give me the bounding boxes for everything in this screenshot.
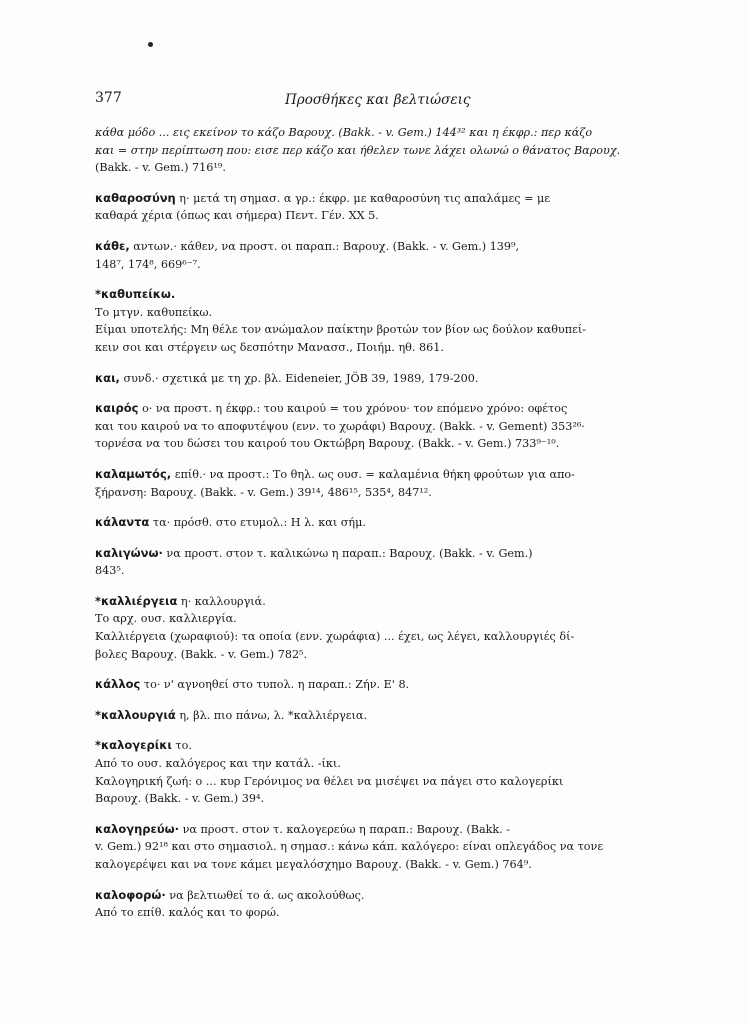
entry-line: v. Gem.) 92¹⁸ και στο σημασιολ. η σημασ.: κάνω κάπ. καλόγερο: είναι οπλεγάδος να τονε: [95, 840, 604, 854]
entry-kathe: [95, 238, 630, 273]
entry-line: βολες Βαρουχ. (Bakk. - v. Gem.) 782⁵.: [95, 647, 308, 661]
headword: καλογηρεύω·: [95, 821, 180, 836]
entry-katharosyni: [95, 190, 630, 225]
headword: κάθε,: [95, 238, 130, 253]
entry-line: η, βλ. πιο πάνω, λ. *καλλιέργεια.: [175, 708, 368, 722]
entry-line: Το αρχ. ουσ. καλλιεργία.: [95, 612, 237, 626]
entry-line: και του καιρού να το αποφυτέψου (ενν. το χωράφι) Βαρουχ. (Bakk. - v. Gement) 353²⁶·: [95, 419, 585, 433]
entry-line: Καλλιέργεια (χωραφιού): τα οποία (ενν. χωράφια) ... έχει, ως λέγει, καλλουργιές δί-: [95, 630, 575, 644]
headword: καλοφορώ·: [95, 887, 166, 902]
entry-line: Βαρουχ. (Bakk. - v. Gem.) 39⁴.: [95, 792, 265, 806]
headword: *καλλιέργεια: [95, 593, 178, 608]
entry-line: 843⁵.: [95, 564, 125, 578]
entry-kallos: [95, 676, 630, 694]
entry-line: συνδ.· σχετικά με τη χρ. βλ. Eideneier, JÖB 39, 1989, 179-200.: [119, 371, 479, 385]
entry-kai: [95, 370, 630, 388]
entry-kathypeiko: [95, 286, 630, 356]
entry-line: καθαρά χέρια (όπως και σήμερα) Πεντ. Γέν. XX 5.: [95, 209, 379, 223]
entry-line: ο· να προστ. η έκφρ.: του καιρού = του χρόνου· τον επόμενο χρόνο: οφέτος: [138, 402, 568, 416]
running-head: Προσθήκες και βελτιώσεις: [285, 92, 471, 108]
entry-line: η· καλλουργιά.: [177, 594, 266, 608]
headword: καλιγώνω·: [95, 545, 163, 560]
headword: καλαμωτός,: [95, 466, 172, 481]
entry-line: Από το επίθ. καλός και το φορώ.: [95, 906, 280, 920]
entry-line: να προστ. στον τ. καλογερεύω η παραπ.: Βαρουχ. (Bakk. -: [179, 822, 511, 836]
headword: *καθυπείκω.: [95, 287, 176, 302]
headword: κάλαντα: [95, 515, 150, 530]
entry-line: Καλογηρική ζωή: ο ... κυρ Γερόνιμος να θέλει να μισέψει να πάγει στο καλογερίκι: [95, 774, 564, 788]
entry-kalogeriki: [95, 737, 630, 807]
headword: καθαροσύνη: [95, 190, 176, 205]
entry-line: τορνέσα να του δώσει του καιρού του Οκτώβρη Βαρουχ. (Bakk. - v. Gem.) 733⁹⁻¹⁰.: [95, 437, 560, 451]
entry-line: (Bakk. - v. Gem.) 716¹⁹.: [95, 161, 226, 175]
headword: καιρός: [95, 401, 139, 416]
entry-kalliergeia: [95, 593, 630, 663]
entry-line: Το μτγν. καθυπείκω.: [95, 305, 213, 319]
entry-kairos: [95, 400, 630, 453]
entry-line: κάθα μόδο ... εις εκείνον το κάζο Βαρουχ. (Bakk. - v. Gem.) 144³² και η έκφρ.: περ κάζο: [95, 126, 593, 139]
entry-line: αντων.· κάθεν, να προστ. οι παραπ.: Βαρουχ. (Bakk. - v. Gem.) 139⁹,: [129, 239, 520, 253]
entry-kaligono: [95, 545, 630, 580]
entry-katha-modo: [95, 125, 630, 177]
headword: και,: [95, 370, 120, 385]
page-number: 377: [95, 90, 122, 106]
entry-line: να προστ. στον τ. καλικώνω η παραπ.: Βαρουχ. (Bakk. - v. Gem.): [162, 546, 533, 560]
entry-line: 148⁷, 174⁸, 669⁶⁻⁷.: [95, 257, 201, 271]
entry-kalogireuo: [95, 821, 630, 874]
entry-line: ξήρανση: Βαρουχ. (Bakk. - v. Gem.) 39¹⁴, 486¹⁵, 535⁴, 847¹².: [95, 485, 432, 499]
entry-line: κειν σοι και στέργειν ως δεσπότην Μανασσ., Ποιήμ. ηθ. 861.: [95, 340, 444, 354]
entry-kaloforo: [95, 887, 630, 922]
headword: *καλογερίκι: [95, 738, 172, 753]
ink-speck: [148, 42, 153, 47]
entry-line: επίθ.· να προστ.: Το θηλ. ως ουσ. = καλαμένια θήκη φρούτων για απο-: [171, 467, 575, 481]
entry-line: το· ν' αγνοηθεί στο τυπολ. η παραπ.: Ζήν. Ε' 8.: [140, 678, 410, 692]
headword: *καλλουργιά: [95, 707, 176, 722]
entry-line: και = στην περίπτωση που: εισε περ κάζο και ήθελεν τωνε λάχει ολωνώ ο θάνατος Βαρουχ.: [95, 143, 621, 157]
entry-line: Από το ουσ. καλόγερος και την κατάλ. -ίκι.: [95, 757, 341, 771]
entry-line: Είμαι υποτελής: Μη θέλε τον ανώμαλον παίκτην βροτών τον βίον ως δούλον καθυπεί-: [95, 323, 587, 337]
entry-line: καλογερέψει και να τονε κάμει μεγαλόσχημο Βαρουχ. (Bakk. - v. Gem.) 764⁹.: [95, 858, 532, 871]
entry-kalanta: [95, 514, 630, 532]
entry-line: το.: [171, 739, 192, 753]
entry-kalamotos: [95, 466, 630, 501]
dictionary-body: [95, 125, 630, 935]
entry-line: η· μετά τη σημασ. α γρ.: έκφρ. με καθαροσύνη τις απαλάμες = με: [175, 191, 551, 205]
entry-kallourgia: [95, 707, 630, 725]
entry-line: να βελτιωθεί το ά. ως ακολούθως.: [165, 888, 365, 902]
headword: κάλλος: [95, 677, 141, 692]
entry-line: τα· πρόσθ. στο ετυμολ.: Η λ. και σήμ.: [149, 516, 366, 530]
